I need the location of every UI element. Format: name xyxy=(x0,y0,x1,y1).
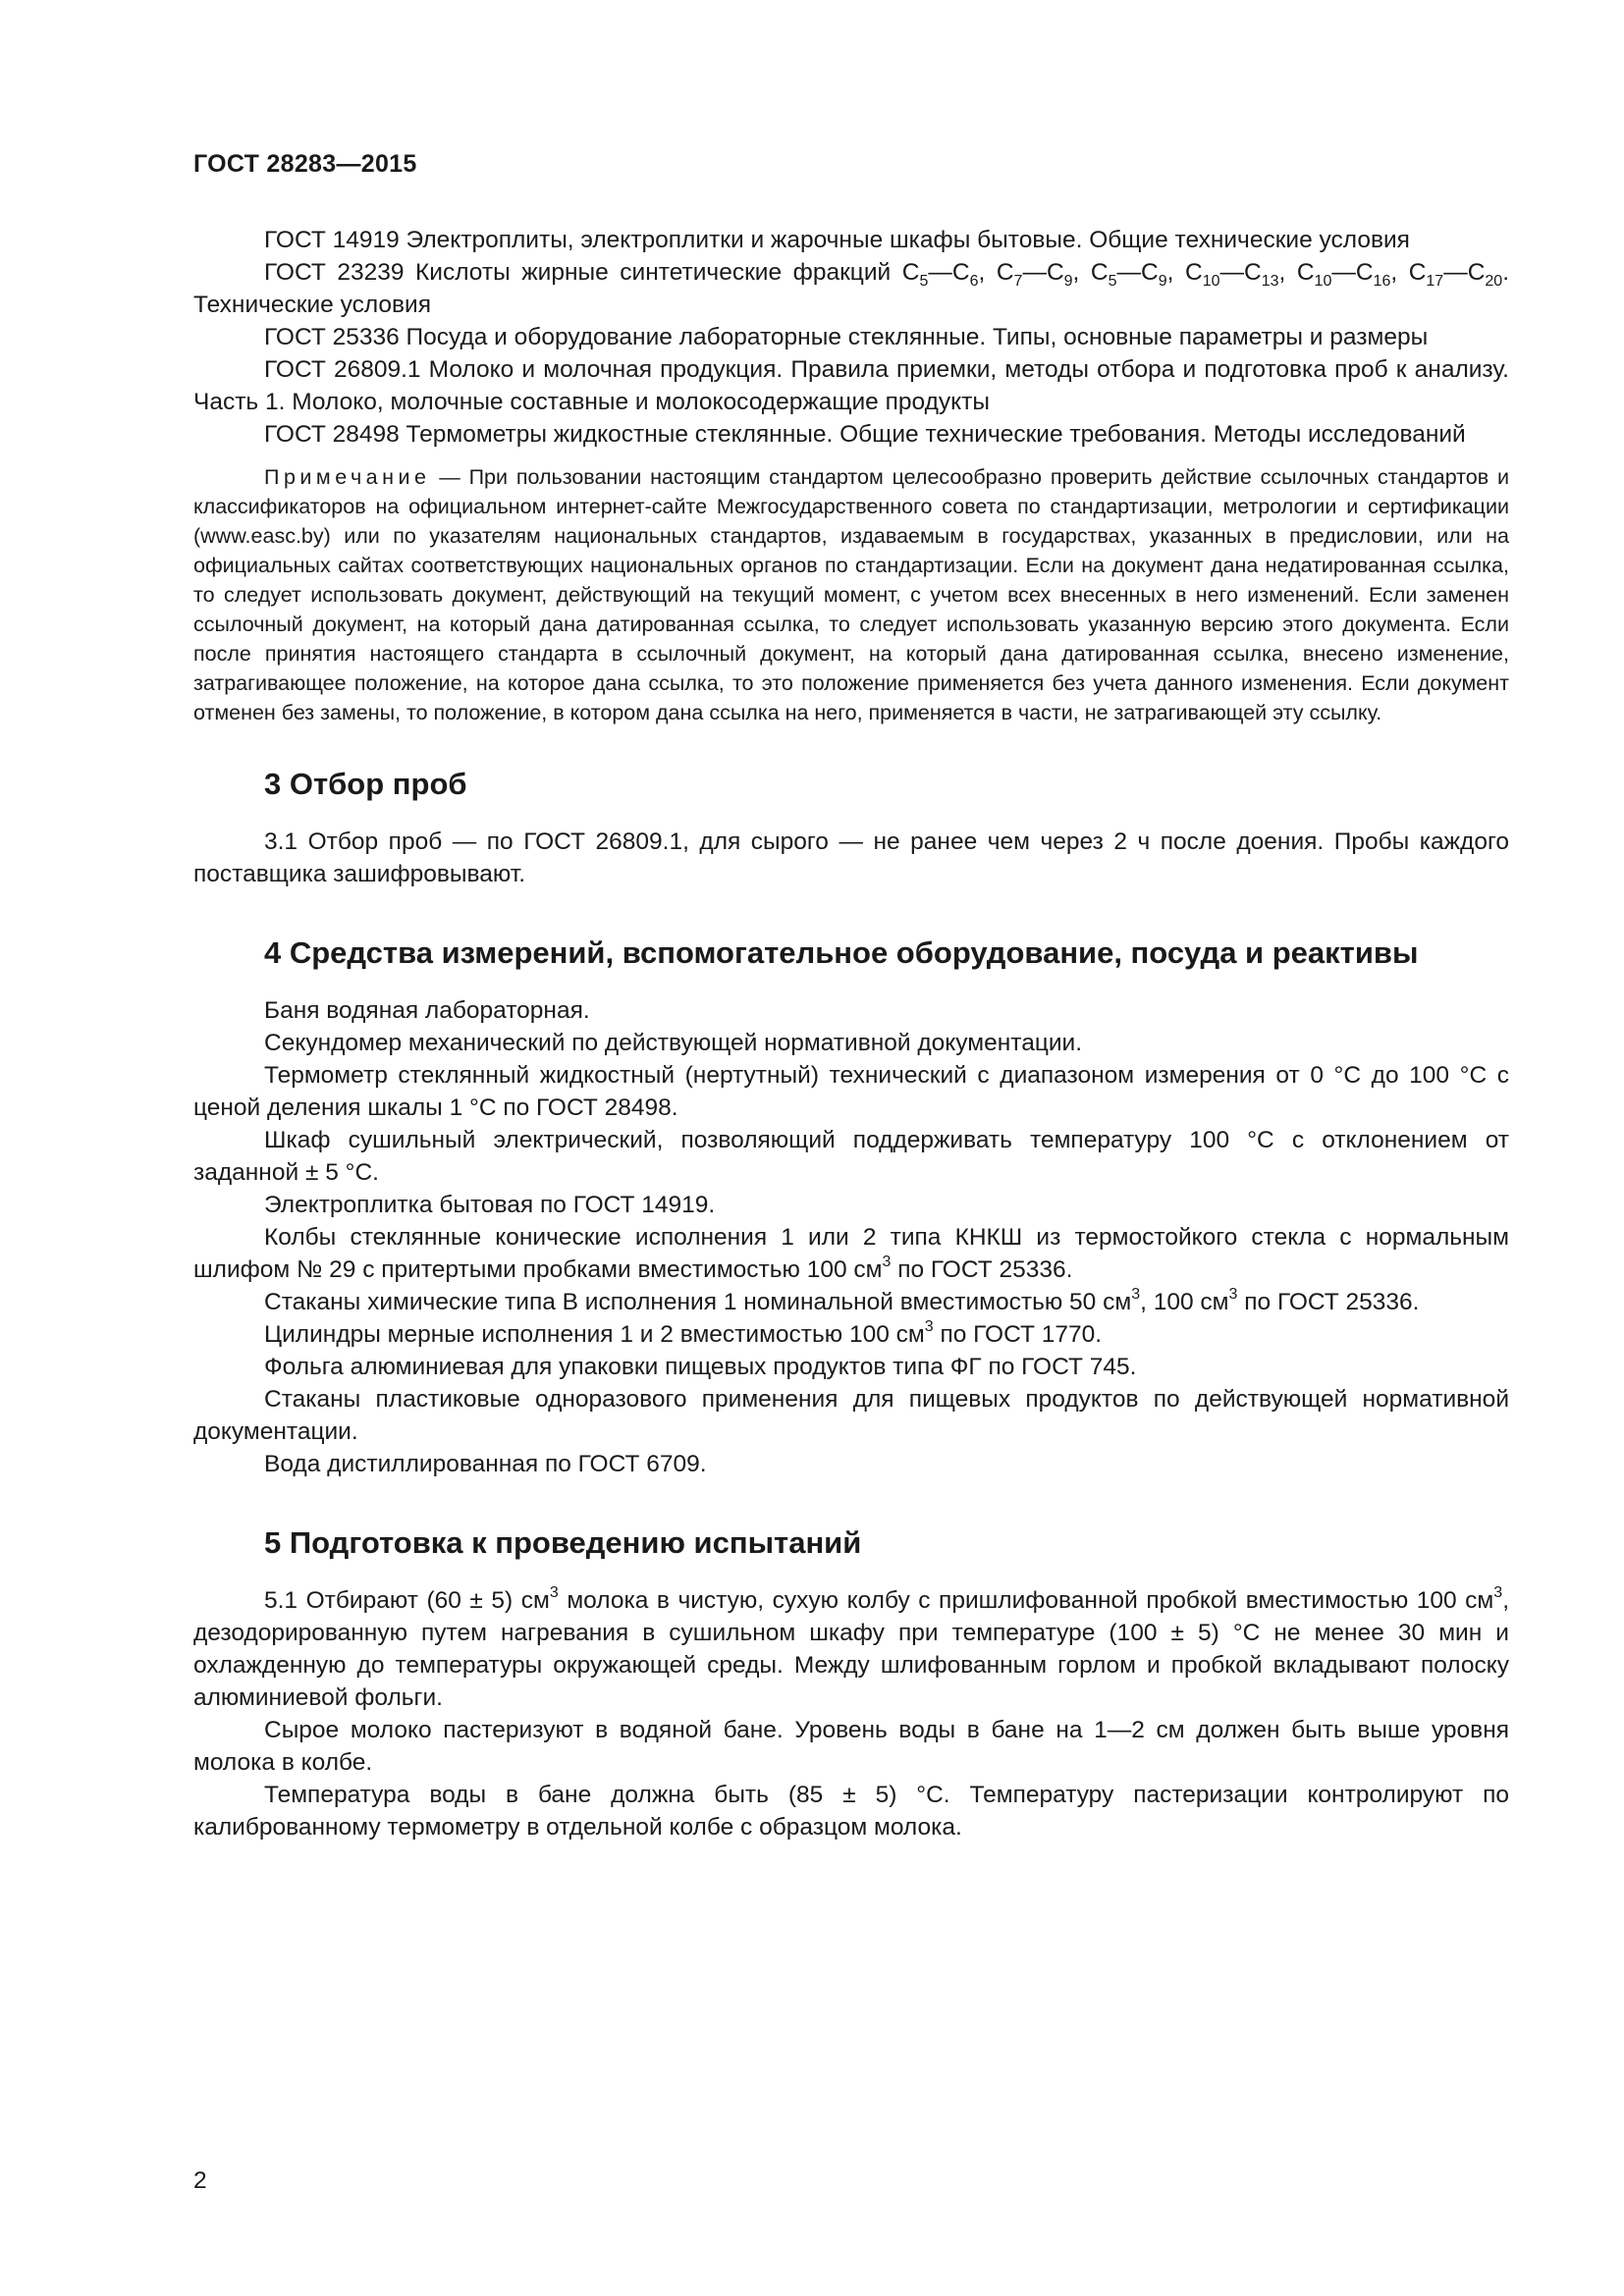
equipment-item: Электроплитка бытовая по ГОСТ 14919. xyxy=(264,1192,716,1218)
equipment-item: Стаканы пластиковые одноразового применения для пищевых продуктов по действующей нормативной документации. xyxy=(193,1386,1509,1445)
temperature-paragraph: Температура воды в бане должна быть (85 ± 5) °С. Температуру пастеризации контролируют по калиброванному термометру в отдельной колбе с образцом молока. xyxy=(193,1782,1509,1841)
equipment-item: Шкаф сушильный электрический, позволяющий поддерживать температуру 100 °С с отклонением от заданной ± 5 °С. xyxy=(193,1127,1509,1186)
pasteurization-paragraph: Сырое молоко пастеризуют в водяной бане. Уровень воды в бане на 1—2 см должен быть выше уровня молока в колбе. xyxy=(193,1717,1509,1776)
equipment-item: Баня водяная лабораторная. xyxy=(264,997,590,1024)
reference-gost-14919: ГОСТ 14919 Электроплиты, электроплитки и жарочные шкафы бытовые. Общие технические условия xyxy=(264,227,1410,253)
clause-3-1: 3.1 Отбор проб — по ГОСТ 26809.1, для сырого — не ранее чем через 2 ч после доения. Пробы каждого поставщика зашифровывают. xyxy=(193,828,1509,887)
equipment-item: Секундомер механический по действующей нормативной документации. xyxy=(264,1030,1083,1056)
page-content xyxy=(193,224,1509,1843)
equipment-item: Стаканы химические типа В исполнения 1 номинальной вместимостью 50 $см^3$, 100 $см^3$ по ГОСТ 25336. xyxy=(264,1286,1420,1315)
note-paragraph xyxy=(193,462,1509,727)
equipment-item: Колбы стеклянные конические исполнения 1 или 2 типа КНКШ из термостойкого стекла с нормальным шлифом № 29 с притертыми пробками вместимостью 100 $см^3$ по ГОСТ 25336. xyxy=(193,1224,1509,1283)
equipment-item: Фольга алюминиевая для упаковки пищевых продуктов типа ФГ по ГОСТ 745. xyxy=(264,1354,1137,1380)
page-number: 2 xyxy=(193,2167,207,2194)
reference-gost-23239: ГОСТ 23239 Кислоты жирные синтетические фракций $С_5—С_6$, $С_7—С_9$, $С_5—С_9$, $С_{10}—С_{13}$, $С_{10}—С_{16}$, $С_{17}—С_{20}$. Технические условия xyxy=(193,259,1510,318)
equipment-item: Цилиндры мерные исполнения 1 и 2 вместимостью 100 $см^3$ по ГОСТ 1770. xyxy=(264,1318,1103,1348)
equipment-item: Термометр стеклянный жидкостный (нертутный) технический с диапазоном измерения от 0 °С до 100 °С с ценой деления шкалы 1 °С по ГОСТ 28498. xyxy=(193,1062,1509,1121)
section-3-heading: 3 Отбор проб xyxy=(264,767,467,801)
section-4-heading: 4 Средства измерений, вспомогательное оборудование, посуда и реактивы xyxy=(264,935,1419,970)
note-text: — При пользовании настоящим стандартом целесообразно проверить действие ссылочных стандартов и классификаторов на официальном интернет-сайте Межгосударственного совета по стандартизации, метрологии и сертификации (www.easc.by) или по указателям национальных стандартов, издаваемым в государствах, указанных в предисловии, или на официальных сайтах соответствующих национальных органов по стандартизации. Если на документ дана недатированная ссылка, то следует использовать документ, действующий на текущий момент, с учетом всех внесенных в него изменений. Если заменен ссылочный документ, на который дана датированная ссылка, то следует использовать указанную версию этого документа. Если после принятия настоящего стандарта в ссылочный документ, на который дана датированная ссылка, внесено изменение, затрагивающее положение, на которое дана ссылка, то это положение применяется без учета данного изменения. Если документ отменен без замены, то положение, в котором дана ссылка на него, применяется в части, не затрагивающей эту ссылку. xyxy=(193,465,1509,724)
reference-gost-25336: ГОСТ 25336 Посуда и оборудование лабораторные стеклянные. Типы, основные параметры и размеры xyxy=(264,324,1429,350)
equipment-item: Вода дистиллированная по ГОСТ 6709. xyxy=(264,1451,707,1477)
reference-gost-26809: ГОСТ 26809.1 Молоко и молочная продукция. Правила приемки, методы отбора и подготовка проб к анализу. Часть 1. Молоко, молочные составные и молокосодержащие продукты xyxy=(193,356,1509,415)
clause-5-1: 5.1 Отбирают (60 ± 5) $см^3$ молока в чистую, сухую колбу с пришлифованной пробкой вместимостью 100 $см^3$, дезодорированную путем нагревания в сушильном шкафу при температуре (100 ± 5) °С не менее 30 мин и охлажденную до температуры окружающей среды. Между шлифованным горлом и пробкой вкладывают полоску алюминиевой фольги. xyxy=(193,1584,1509,1711)
document-header: ГОСТ 28283—2015 xyxy=(193,150,417,178)
reference-gost-28498: ГОСТ 28498 Термометры жидкостные стеклянные. Общие технические требования. Методы исследований xyxy=(264,421,1466,448)
note-label: Примечание xyxy=(264,465,431,489)
section-5-heading: 5 Подготовка к проведению испытаний xyxy=(264,1525,862,1560)
